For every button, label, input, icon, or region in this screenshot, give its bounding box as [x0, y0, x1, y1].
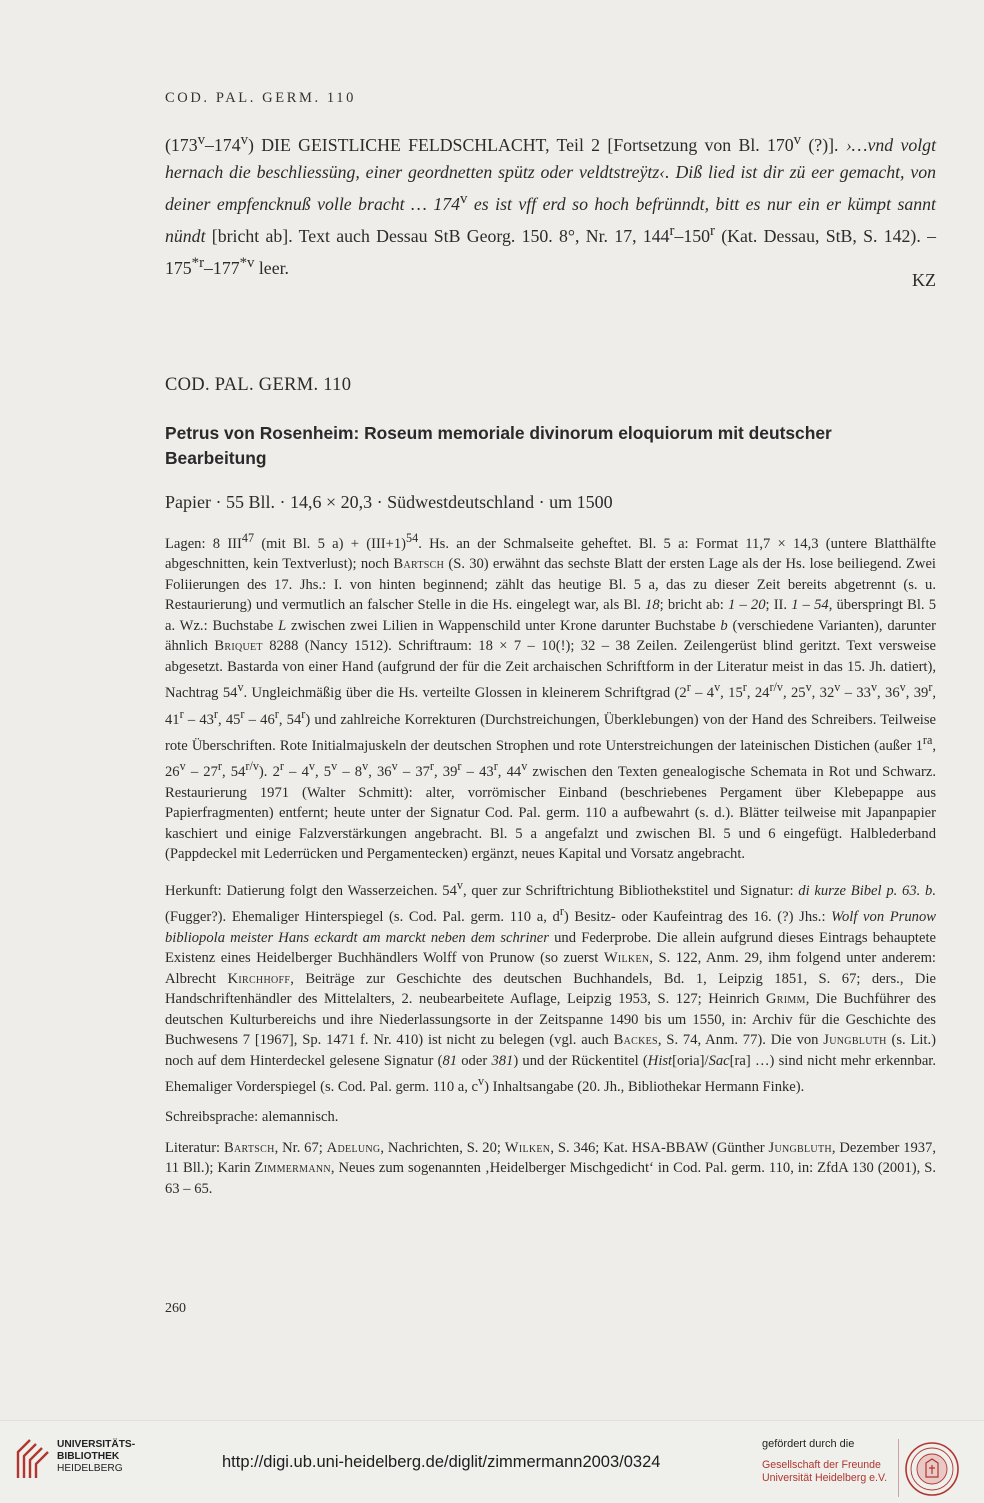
schreibsprache-paragraph: Schreibsprache: alemannisch. — [165, 1109, 339, 1126]
herkunft-paragraph: Herkunft: Datierung folgt den Wasserzeichen. 54$^v$, quer zur Schriftrichtung Bibliothekstitel und Signatur: di kurze Bibel p. 63. b. (Fugger?). Ehemaliger Hinterspiegel (s. Cod. Pal. germ. 110 a, $d^r$) Besitz- oder Kaufeintrag des 16. (?) Jhs.: Wolf von Prunow bibliopola meister Hans eckardt am marckt neben dem schriner und Federprobe. Die allein aufgrund dieses Eintrags behauptete Existenz eines Heidelberger Buchhändlers Wolff von Prunow (so zuerst Wilken, S. 122, Anm. 29, ihm folgend unter anderem: Albrecht Kirchhoff, Beiträge zur Geschichte des deutschen Buchhandels, Bd. 1, Leipzig 1851, S. 67; ders., Die Handschriftenhändler des Mittelalters, 2. neubearbeitete Auflage, Leipzig 1953, S. 127; Heinrich Grimm, Die Buchführer des deutschen Kulturbereichs und ihre Niederlassungsorte in der Zeitspanne 1490 bis um 1550, in: Archiv für die Geschichte des Buchwesens 7 [1967], Sp. 1471 f. Nr. 410) ist nicht zu belegen (vgl. auch Backes, S. 74, Anm. 77). Die von Jungbluth (s. Lit.) noch auf dem Hinterdeckel gelesene Signatur (81 oder 381) und der Rückentitel (Hist[oria]/Sac[ra] …) sind nicht mehr erkennbar. Ehemaliger Vorderspiegel (s. Cod. Pal. germ. 110 a, $c^v$) Inhaltsangabe (20. Jh., Bibliothekar Hermann Finke). — [165, 877, 937, 1095]
description-body — [165, 528, 936, 1209]
page-number: 260 — [165, 1301, 186, 1316]
continuation-entry: (173$^v$–174$^v$) DIE GEISTLICHE FELDSCHLACHT, Teil 2 [Fortsetzung von Bl. 170$^v$ (?)]. ›…vnd volgt hernach die beschliessüng, einer geordnetten spütz oder veldtstreÿtz‹. Diß lied ist dir zü eer gemacht, von deiner empfencknuß volle bracht … 174$^v$ es ist vff erd so hoch befrünndt, bitt es nur ein er kümpt sannt nündt [bricht ab]. Text auch Dessau StB Georg. 150. 8°, Nr. 17, 144$^r$–150$^r$ (Kat. Dessau, StB, S. 142). – 175$^{*r}$–177$^{*v}$ leer. — [165, 132, 937, 278]
summary-line: Papier · 55 Bll. · 14,6 × 20,3 · Südwestdeutschland · um 1500 — [165, 492, 613, 512]
library-name: UNIVERSITÄTS- BIBLIOTHEK HEIDELBERG — [57, 1439, 136, 1474]
digitization-footer — [0, 1420, 984, 1503]
section-heading: COD. PAL. GERM. 110 — [165, 375, 352, 395]
lagen-paragraph: Lagen: 8 III$^{47}$ (mit Bl. 5 $a) + (III+1)^{54}$. Hs. an der Schmalseite geheftet. Bl. 5 a: Format 11,7 × 14,3 (untere Blatthälfte abgeschnitten, kein Textverlust); noch Bartsch (S. 30) erwähnt das sechste Blatt der ersten Lage als der Hs. lose beiliegend. Zwei Foliierungen des 17. Jhs.: I. von hinten beginnend; zählt das heutige Bl. 5 a, das zu dieser Zeit bereits abgetrennt (s. u. Restaurierung) und vermutlich an falscher Stelle in die Hs. eingelegt war, als Bl. 18; bricht ab: 1 – 20; II. 1 – 54, überspringt Bl. 5 a. Wz.: Buchstabe L zwischen zwei Lilien in Wappenschild unter Krone darunter Buchstabe b (verschiedene Varianten), darunter ähnlich Briquet 8288 (Nancy 1512). Schriftraum: 18 × 7 – 10(!); 32 – 38 Zeilen. Zeilengerüst blind geritzt. Text versweise abgesetzt. Bastarda von einer Hand (aufgrund der für die Zeit archaischen Schriftform in der Literatur meist in das 15. Jh. datiert), Nachtrag 54$^v$. Ungleichmäßig über die Hs. verteilte Glossen in kleinerem Schriftgrad (2$^r$ – 4$^v$, 15$^r$, $24^{r/v}$, 25$^v$, 32$^v$ – 33$^v$, 36$^v$, 39$^r$, 41$^r$ – 43$^r$, 45$^r$ – 46$^r$, 54$^r$) und zahlreiche Korrekturen (Durchstreichungen, Überklebungen) von der Hand des Schreibers. Teilweise rote Überschriften. Rote Initialmajuskeln der deutschen Strophen und rote Unterstreichungen der lateinischen Distichen (außer $1^{ra}$, 26$^v$ – 27$^r$, $54^{r/v}$). 2$^r$ – 4$^v$, 5$^v$ – 8$^v$, 36$^v$ – 37$^r$, 39$^r$ – 43$^r$, 44$^v$ zwischen den Texten genealogische Schemata in Rot und Schwarz. Restaurierung 1971 (Walter Schmitt): alter, vorrömischer Einband (beschriebenes Pergament über Klebepappe aus Papierfragmenten) entfernt; heute unter der Signatur Cod. Pal. germ. 110 a aufbewahrt (s. d.). Blätter teilweise mit Japanpapier kaschiert und einige Falzverstärkungen angebracht. Bl. 5 a angefalzt und zwischen Bl. 5 und 6 eingefügt. Halblederband (Pappdeckel mit Lederrücken und Pergamentecken) ergänzt, neues Kapital und Vorsatz angebracht. — [165, 531, 937, 863]
manuscript-title: Petrus von Rosenheim: Roseum memoriale divinorum eloquiorum mit deutscher Bearbeitung — [165, 423, 832, 468]
library-logo-icon — [12, 1436, 52, 1480]
university-seal-icon — [904, 1441, 960, 1497]
literatur-paragraph: Literatur: Bartsch, Nr. 67; Adelung, Nachrichten, S. 20; Wilken, S. 346; Kat. HSA-BBAW (Günther Jungbluth, Dezember 1937, 11 Bll.); Karin Zimmermann, Neues zum sogenannten ‚Heidelberger Mischgedicht‘ in Cod. Pal. germ. 110, in: ZfdA 130 (2001), S. 63 – 65. — [165, 1139, 936, 1197]
running-head: COD. PAL. GERM. 110 — [165, 90, 356, 106]
author-initials: KZ — [912, 270, 936, 290]
sponsor-name: Gesellschaft der Freunde Universität Heidelberg e.V. — [762, 1459, 888, 1484]
sponsor-lead: gefördert durch die — [762, 1438, 855, 1450]
footer-divider — [898, 1439, 899, 1497]
permalink-url[interactable]: http://digi.ub.uni-heidelberg.de/diglit/zimmermann2003/0324 — [222, 1453, 661, 1471]
quoted-verse: ›…vnd volgt hernach die beschliessüng, einer geordnetten spütz oder veldtstreÿtz‹. Diß lied ist dir zü eer gemacht, von deiner empfencknuß volle bracht … 174 — [165, 134, 937, 214]
